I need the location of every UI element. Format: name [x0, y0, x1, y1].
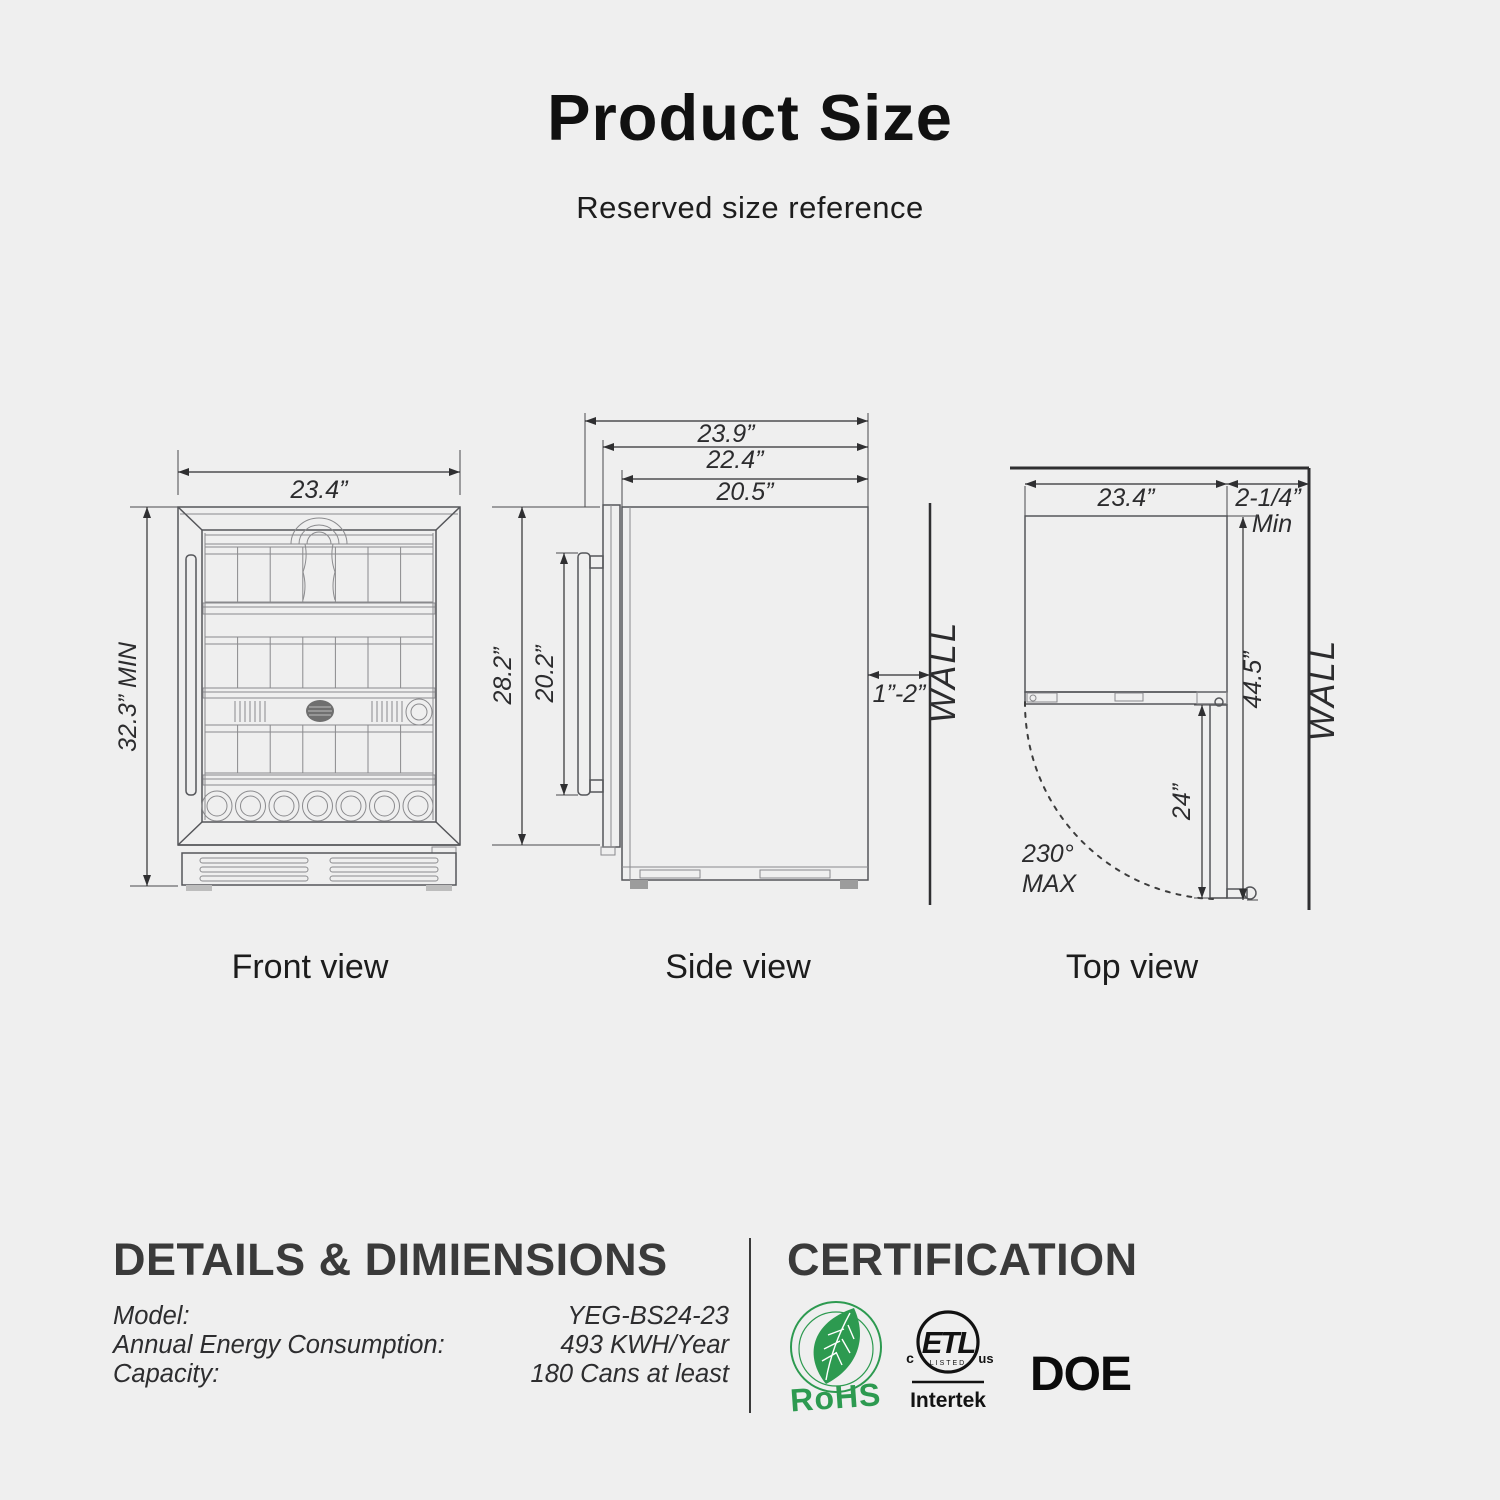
- rohs-label: RoHS: [789, 1376, 883, 1419]
- top-total-depth-dimension: [1227, 516, 1267, 900]
- details-heading: DETAILS & DIMIENSIONS: [113, 1234, 668, 1285]
- spec-row-capacity: [113, 1360, 729, 1389]
- vent-band: [235, 699, 432, 725]
- page-title: Product Size: [547, 81, 953, 154]
- etl-listed-label: LISTED: [929, 1360, 967, 1367]
- can-row-3: [205, 725, 433, 773]
- top-width-dimension: [1025, 484, 1309, 538]
- front-width-dimension: [178, 450, 460, 504]
- front-width-label: 23.4”: [290, 476, 348, 504]
- side-view-drawing: [480, 400, 980, 920]
- thermostat-dial: [406, 699, 432, 725]
- side-depth-dimensions: [585, 413, 868, 507]
- section-divider: [749, 1238, 751, 1413]
- can-row-bottom: [202, 791, 433, 821]
- etl-logo-icon: [906, 1312, 993, 1412]
- spec-label: Annual Energy Consumption:: [113, 1331, 445, 1359]
- side-cabinet: [578, 505, 868, 889]
- top-view-drawing: [1000, 440, 1370, 920]
- kick-plate: [178, 845, 460, 891]
- page-subtitle: Reserved size reference: [576, 190, 924, 225]
- side-depth-body-label: 20.5”: [716, 478, 774, 506]
- side-height-label: 28.2”: [489, 647, 517, 705]
- top-rail: [205, 535, 433, 544]
- side-depth-total-label: 23.9”: [697, 420, 755, 448]
- handle-bracket-bottom: [590, 780, 603, 792]
- side-handle: [578, 553, 590, 795]
- foot-left: [186, 885, 212, 891]
- spec-value: 493 KWH/Year: [560, 1331, 729, 1359]
- foot-right: [426, 885, 452, 891]
- etl-label: ETL: [921, 1325, 975, 1360]
- front-height-dimension: [114, 507, 178, 886]
- top-body: [1025, 516, 1227, 692]
- side-foot-back: [840, 880, 858, 889]
- side-view-label: Side view: [665, 948, 811, 986]
- swing-angle-note: MAX: [1022, 870, 1077, 898]
- front-view-label: Front view: [231, 948, 389, 986]
- side-wall: [868, 503, 963, 905]
- can-row-2: [205, 637, 433, 688]
- front-height-label: 32.3” MIN: [114, 642, 142, 752]
- top-open-door: [1210, 705, 1227, 898]
- spec-label: Model:: [113, 1302, 190, 1330]
- top-total-depth-label: 44.5”: [1239, 651, 1267, 709]
- spec-table: [113, 1302, 729, 1389]
- side-handle-height-label: 20.2”: [531, 645, 559, 703]
- etl-us-label: us: [978, 1351, 994, 1366]
- certification-heading: CERTIFICATION: [787, 1234, 1138, 1285]
- front-cabinet: [178, 507, 460, 891]
- top-view-label: Top view: [1065, 948, 1199, 986]
- side-depth-mid-label: 22.4”: [706, 446, 764, 474]
- top-door-depth-dimension: [1168, 705, 1227, 898]
- handle-bracket-top: [590, 556, 603, 568]
- spec-value: 180 Cans at least: [530, 1360, 729, 1388]
- spec-value: YEG-BS24-23: [567, 1302, 729, 1330]
- top-wall-label: WALL: [1303, 638, 1342, 742]
- doe-logo-text: DOE: [1030, 1348, 1132, 1401]
- shelf-3: [203, 775, 435, 785]
- top-door-depth-label: 24”: [1168, 783, 1196, 821]
- side-wall-gap-label: 1”-2”: [872, 680, 926, 708]
- can-row-1: [205, 547, 433, 602]
- swing-angle-label: 230°: [1022, 840, 1074, 868]
- top-clearance-label: 2-1/4”: [1235, 484, 1301, 512]
- leaf-icon: [814, 1308, 860, 1384]
- front-door-frame: [178, 507, 460, 845]
- shelf-2: [203, 688, 435, 698]
- shelf-1: [203, 603, 435, 614]
- spec-label: Capacity:: [113, 1360, 220, 1388]
- side-wall-label: WALL: [924, 620, 963, 724]
- etl-c-label: c: [906, 1350, 914, 1366]
- front-door-handle: [186, 555, 196, 795]
- top-clearance-note: Min: [1251, 510, 1293, 538]
- side-foot-front: [630, 880, 648, 889]
- certification-logos: [780, 1295, 1160, 1425]
- rohs-logo-icon: [789, 1302, 882, 1418]
- intertek-label: Intertek: [910, 1389, 986, 1412]
- top-width-label: 23.4”: [1097, 484, 1155, 512]
- spec-row-model: [113, 1302, 729, 1331]
- spec-row-energy: [113, 1331, 729, 1360]
- front-view-drawing: [100, 440, 520, 910]
- latch: [1115, 693, 1143, 701]
- side-body: [622, 507, 868, 880]
